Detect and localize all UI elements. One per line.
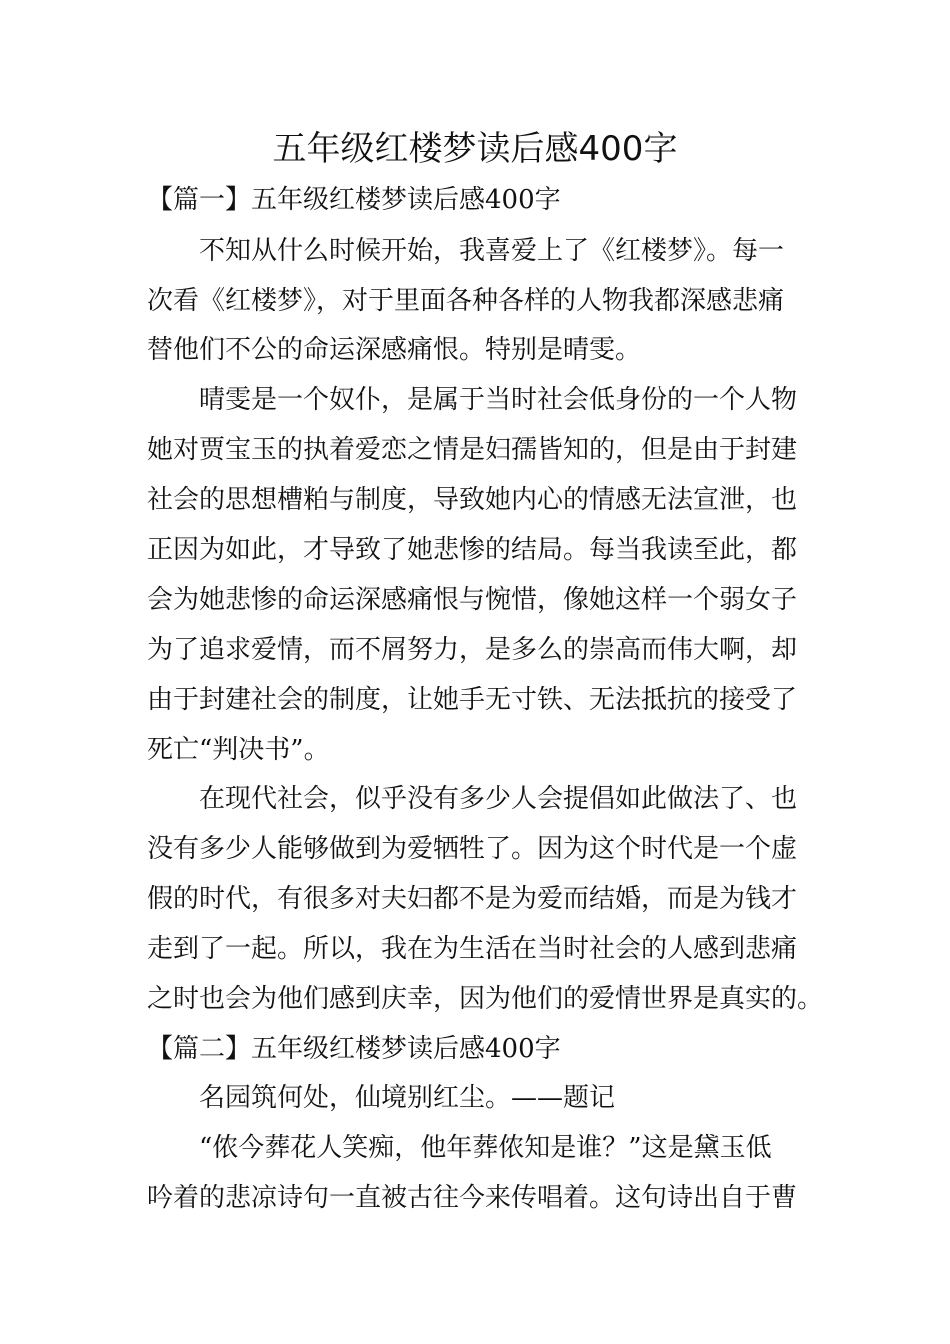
paragraph-line: 晴雯是一个奴仆，是属于当时社会低身份的一个人物 — [199, 385, 798, 415]
paragraph-line: 为了追求爱情，而不屑努力，是多么的崇高而伟大啊，却 — [147, 635, 798, 665]
epigraph-line: 名园筑何处，仙境别红尘。——题记 — [199, 1083, 616, 1113]
section-heading-1: 【篇一】五年级红楼梦读后感400字 — [147, 185, 561, 215]
paragraph-line: 正因为如此，才导致了她悲惨的结局。每当我读至此，都 — [147, 535, 798, 565]
paragraph-line: 会为她悲惨的命运深感痛恨与惋惜，像她这样一个弱女子 — [147, 585, 798, 615]
paragraph-line: 死亡“判决书”。 — [147, 735, 330, 765]
paragraph-line: 之时也会为他们感到庆幸，因为他们的爱情世界是真实的。 — [147, 984, 824, 1014]
paragraph-line: 假的时代，有很多对夫妇都不是为爱而结婚，而是为钱才 — [147, 884, 798, 914]
paragraph-line: 没有多少人能够做到为爱牺牲了。因为这个时代是一个虚 — [147, 834, 798, 864]
paragraph-line: 走到了一起。所以，我在为生活在当时社会的人感到悲痛 — [147, 934, 798, 964]
paragraph-line: 社会的思想槽粕与制度，导致她内心的情感无法宣泄，也 — [147, 485, 798, 515]
paragraph-line: 不知从什么时候开始，我喜爱上了《红楼梦》。每一 — [199, 236, 785, 266]
document-title: 五年级红楼梦读后感400字 — [272, 129, 678, 169]
paragraph-line: 吟着的悲凉诗句一直被古往今来传唱着。这句诗出自于曹 — [147, 1183, 798, 1213]
paragraph-line: 替他们不公的命运深感痛恨。特别是晴雯。 — [147, 335, 642, 365]
paragraph-line: “侬今葬花人笑痴，他年葬侬知是谁？”这是黛玉低 — [199, 1133, 772, 1163]
paragraph-line: 她对贾宝玉的执着爱恋之情是妇孺皆知的，但是由于封建 — [147, 435, 798, 465]
paragraph-line: 由于封建社会的制度，让她手无寸铁、无法抵抗的接受了 — [147, 685, 798, 715]
paragraph-line: 次看《红楼梦》，对于里面各种各样的人物我都深感悲痛 — [147, 286, 785, 316]
section-heading-2: 【篇二】五年级红楼梦读后感400字 — [147, 1034, 561, 1064]
paragraph-line: 在现代社会，似乎没有多少人会提倡如此做法了、也 — [199, 784, 798, 814]
